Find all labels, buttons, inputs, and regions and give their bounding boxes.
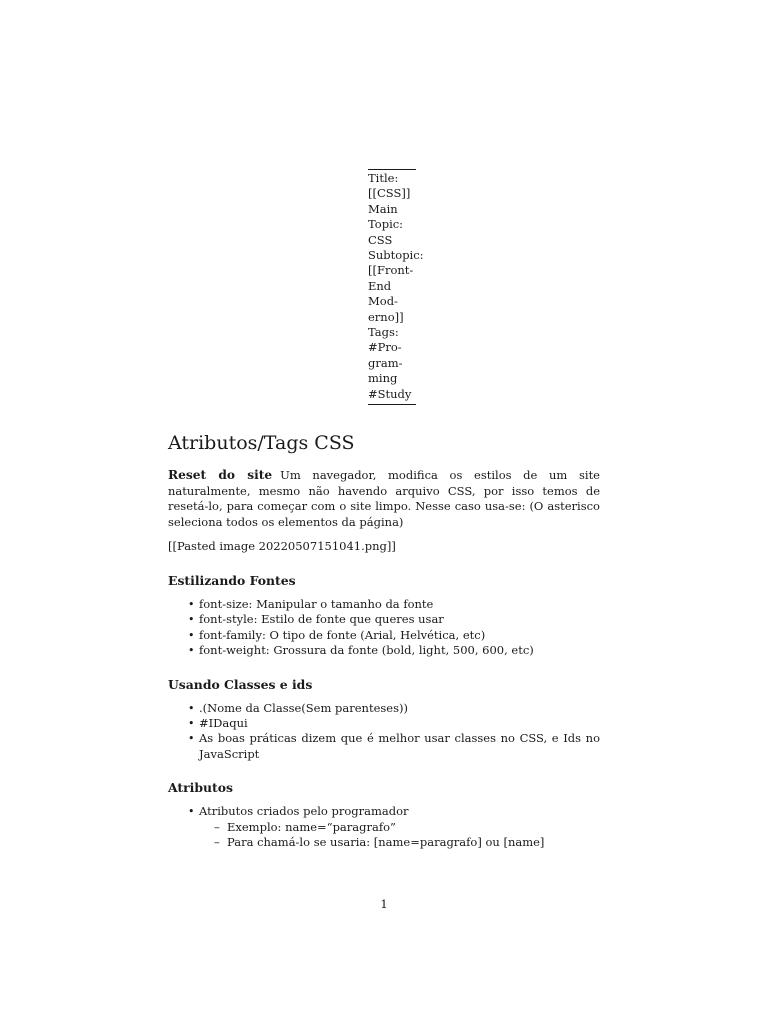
front-matter-line: Mod- — [368, 294, 398, 309]
front-matter-line: Title: — [368, 171, 399, 185]
atributos-heading: Atributos — [168, 780, 233, 796]
front-matter-line: [[Front- — [368, 263, 414, 278]
front-matter-line: [[CSS]] — [368, 186, 411, 201]
pasted-image-link[interactable]: [[Pasted image 20220507151041.png]] — [168, 539, 396, 554]
bullet-icon: • — [188, 613, 195, 627]
front-matter-line: Subtopic: — [368, 248, 424, 263]
bullet-icon: • — [188, 701, 195, 715]
dash-icon: – — [214, 835, 220, 850]
list-item: • #IDaqui — [188, 716, 248, 730]
bullet-icon: • — [188, 597, 195, 611]
list-item: • .(Nome da Classe(Sem parenteses)) — [188, 700, 408, 715]
front-matter-line: erno]] — [368, 309, 404, 324]
reset-heading: Reset do site — [168, 468, 273, 482]
front-matter-line: ming — [368, 371, 398, 386]
atributos-sublist — [199, 820, 600, 851]
bullet-icon: • — [188, 805, 195, 819]
list-item: • Atributos criados pelo programador – Exemplo: name=“paragrafo” – Para chamá-lo se usaria: [name=paragrafo] ou [name] — [168, 804, 600, 850]
front-matter-line: #Pro- — [368, 340, 402, 355]
list-item: • font-size: Manipular o tamanho da fonte — [188, 596, 434, 611]
front-matter-line: End — [368, 278, 392, 293]
reset-paragraph — [168, 468, 600, 530]
front-matter-box — [368, 169, 424, 405]
list-item: • font-weight: Grossura da fonte (bold, light, 500, 600, etc) — [188, 643, 534, 658]
reset-text: Um navegador, modifica os estilos de um site naturalmente, mesmo não havendo arquivo CSS, por isso temos de resetá-lo, para começar com o site limpo. Nesse caso usa-se: (O asterisco seleciona todos os elementos da página) — [168, 468, 600, 529]
fontes-list — [168, 597, 600, 659]
list-item: • As boas práticas dizem que é melhor usar classes no CSS, e Ids no JavaScript — [188, 731, 600, 761]
bullet-icon: • — [188, 644, 195, 658]
bullet-icon: • — [188, 628, 195, 642]
classes-heading: Usando Classes e ids — [168, 676, 313, 692]
bullet-icon: • — [188, 732, 195, 746]
classes-list — [168, 701, 600, 763]
front-matter-line: gram- — [368, 355, 403, 370]
sub-list-item: – Para chamá-lo se usaria: [name=paragrafo] ou [name] — [214, 835, 545, 850]
atributos-list — [168, 804, 600, 850]
sub-list-item: – Exemplo: name=“paragrafo” — [214, 819, 396, 834]
front-matter-line: Topic: — [368, 217, 404, 232]
page-number: 1 — [380, 897, 388, 911]
front-matter-line: Main — [368, 201, 398, 216]
list-item: • font-style: Estilo de fonte que queres usar — [188, 612, 444, 627]
document-body — [168, 430, 600, 850]
bullet-icon: • — [188, 717, 195, 730]
dash-icon: – — [214, 819, 220, 834]
fontes-heading: Estilizando Fontes — [168, 572, 296, 588]
list-item: • font-family: O tipo de fonte (Arial, Helvética, etc) — [188, 627, 486, 642]
front-matter-line: #Study — [368, 386, 412, 401]
section-title: Atributos/Tags CSS — [168, 432, 355, 454]
front-matter-line: CSS — [368, 232, 393, 247]
front-matter-line: Tags: — [368, 325, 399, 340]
